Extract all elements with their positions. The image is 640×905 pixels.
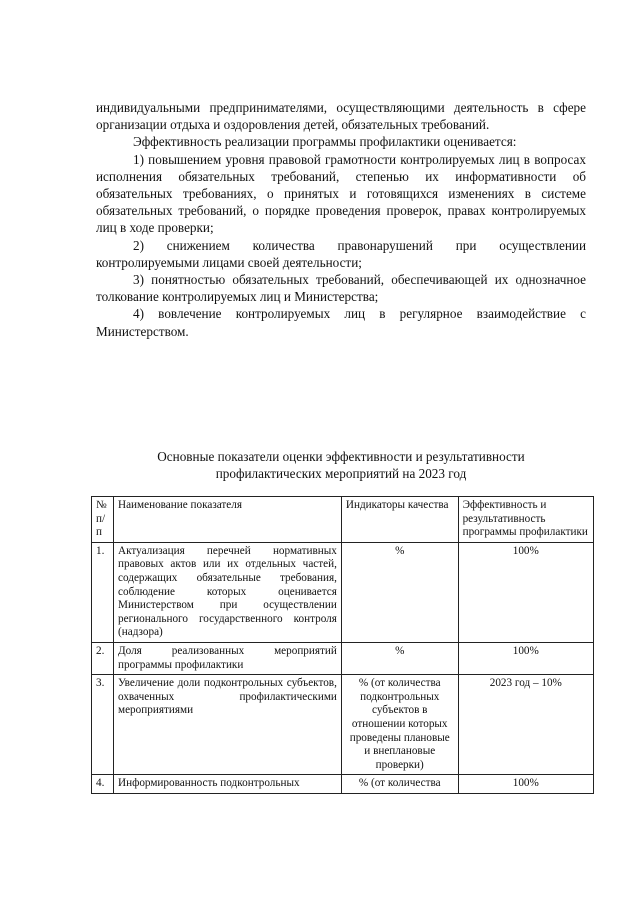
cell-name: Увеличение доли подконтрольных субъектов, охваченных профилактическими мероприятиями bbox=[114, 675, 342, 775]
table-title-line-1: Основные показатели оценки эффективности и результативности bbox=[157, 449, 525, 464]
indicators-table bbox=[91, 496, 594, 794]
table-row bbox=[92, 775, 594, 794]
cell-indicator: % (от количества подконтрольных субъектов в отношении которых проведены плановые и внеплановые проверки) bbox=[341, 675, 458, 775]
cell-name: Актуализация перечней нормативных правовых актов или их отдельных частей, содержащих обязательные требования, соблюдение которых оценивается Министерством при осуществлении регионального государственного контроля (надзора) bbox=[114, 542, 342, 642]
cell-effectiveness: 100% bbox=[458, 542, 593, 642]
table-row bbox=[92, 642, 594, 674]
table-title bbox=[96, 448, 586, 482]
cell-num: 4. bbox=[92, 775, 114, 794]
header-num: № п/п bbox=[92, 497, 114, 543]
cell-effectiveness: 100% bbox=[458, 642, 593, 674]
cell-name: Доля реализованных мероприятий программы профилактики bbox=[114, 642, 342, 674]
cell-effectiveness: 100% bbox=[458, 775, 593, 794]
cell-effectiveness: 2023 год – 10% bbox=[458, 675, 593, 775]
header-effectiveness: Эффективность и результативность программы профилактики bbox=[458, 497, 593, 543]
cell-num: 3. bbox=[92, 675, 114, 775]
paragraph-item-1: 1) повышением уровня правовой грамотности контролируемых лиц в вопросах исполнения обязательных требований, степенью их информативности об обязательных требованиях, о принятых и готовящихся изменениях в системе обязательных требований, о порядке проведения проверок, правах контролируемых лиц в ходе проверки; bbox=[96, 151, 586, 236]
cell-indicator: % bbox=[341, 642, 458, 674]
paragraph-item-3: 3) понятностью обязательных требований, обеспечивающей их однозначное толкование контролируемых лиц и Министерства; bbox=[96, 272, 586, 305]
paragraph-item-4: 4) вовлечение контролируемых лиц в регулярное взаимодействие с Министерством. bbox=[96, 306, 586, 339]
header-indicator: Индикаторы качества bbox=[341, 497, 458, 543]
paragraph-continuation: индивидуальными предпринимателями, осуществляющими деятельность в сфере организации отдыха и оздоровления детей, обязательных требований. bbox=[96, 100, 586, 133]
cell-num: 1. bbox=[92, 542, 114, 642]
cell-num: 2. bbox=[92, 642, 114, 674]
table-row bbox=[92, 542, 594, 642]
paragraph-item-2: 2) снижением количества правонарушений при осуществлении контролируемыми лицами своей деятельности; bbox=[96, 237, 586, 270]
cell-indicator: % bbox=[341, 542, 458, 642]
cell-name: Информированность подконтрольных bbox=[114, 775, 342, 794]
body-text bbox=[96, 99, 586, 340]
table-title-line-2: профилактических мероприятий на 2023 год bbox=[215, 466, 467, 482]
header-name: Наименование показателя bbox=[114, 497, 342, 543]
table-header-row bbox=[92, 497, 594, 543]
paragraph-effectiveness-intro: Эффективность реализации программы профилактики оценивается: bbox=[133, 134, 517, 150]
cell-indicator: % (от количества bbox=[341, 775, 458, 794]
table-row bbox=[92, 675, 594, 775]
